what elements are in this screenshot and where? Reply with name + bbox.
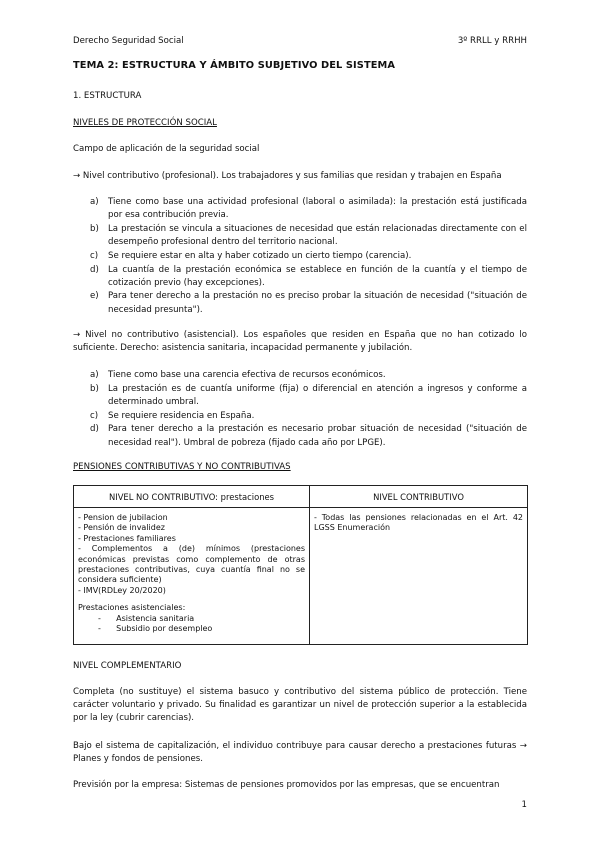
page-title: TEMA 2: ESTRUCTURA Y ÁMBITO SUBJETIVO DEL SISTEMA xyxy=(73,60,396,71)
section-heading: 1. ESTRUCTURA xyxy=(73,91,142,101)
niveles-heading: NIVELES DE PROTECCIÓN SOCIAL xyxy=(73,118,217,128)
table-line: - Pensión de invalidez xyxy=(78,523,165,533)
table-line: - Pension de jubilacion xyxy=(78,513,168,522)
contributivo-list xyxy=(73,196,527,317)
contributivo-intro: → Nivel contributivo (profesional). Los trabajadores y sus familias que residan y trabajen en España xyxy=(73,171,502,181)
no-contributivo-intro: → Nivel no contributivo (asistencial). Los españoles que residen en España que no han cotizado lo suficiente. Derecho: asistencia sanitaria, incapacidad permanente y jubilación. xyxy=(73,330,527,354)
header-left: Derecho Seguridad Social xyxy=(73,36,184,46)
list-text: La cuantía de la prestación económica se establece en función de la cuantía y el tiempo de cotización previo (hay excepciones). xyxy=(108,264,527,288)
list-item xyxy=(73,223,527,249)
asistenciales-label: Prestaciones asistenciales: xyxy=(78,603,186,613)
list-marker: c) xyxy=(90,250,99,261)
page-number: 1 xyxy=(521,800,527,810)
list-marker: e) xyxy=(90,291,99,302)
list-item xyxy=(73,264,527,290)
list-item xyxy=(73,196,527,222)
asistenciales-item: - Subsidio por desempleo xyxy=(98,624,213,634)
table-header-contributivo: NIVEL CONTRIBUTIVO xyxy=(310,486,528,508)
table-cell-contributivo: - Todas las pensiones relacionadas en el Art. 42 LGSS Enumeración xyxy=(310,508,528,645)
table-header-no-contributivo: NIVEL NO CONTRIBUTIVO: prestaciones xyxy=(74,486,310,508)
list-text: Para tener derecho a la prestación es necesario probar situación de necesidad ("situación de necesidad real"). Umbral de pobreza (fijado cada año por LPGE). xyxy=(108,424,527,448)
list-text: Se requiere estar en alta y haber cotizado un cierto tiempo (carencia). xyxy=(108,250,412,261)
list-item xyxy=(73,369,527,382)
list-text: Para tener derecho a la prestación no es preciso probar la situación de necesidad ("situación de necesidad presunta"). xyxy=(108,291,527,315)
pensiones-table xyxy=(73,485,528,645)
list-marker: d) xyxy=(90,264,99,275)
pensiones-heading: PENSIONES CONTRIBUTIVAS Y NO CONTRIBUTIVAS xyxy=(73,462,291,472)
complementario-heading: NIVEL COMPLEMENTARIO xyxy=(73,661,182,671)
list-marker: c) xyxy=(90,410,99,421)
table-cell-no-contributivo xyxy=(74,508,310,645)
list-marker: b) xyxy=(90,383,99,394)
list-item xyxy=(73,423,527,449)
table-line: - IMV(RDLey 20/2020) xyxy=(78,585,166,595)
list-item xyxy=(73,250,527,263)
complementario-paragraph-1: Completa (no sustituye) el sistema basuco y contributivo del sistema público de protección. Tiene carácter voluntario y privado. Su finalidad es garantizar un nivel de protección superior a la establecida por la ley (cubrir carencias). xyxy=(73,687,527,724)
campo-text: Campo de aplicación de la seguridad social xyxy=(73,144,260,154)
list-item xyxy=(73,410,527,423)
list-item xyxy=(73,290,527,316)
list-text: Tiene como base una carencia efectiva de recursos económicos. xyxy=(108,370,386,380)
table-line: - Prestaciones familiares xyxy=(78,533,176,543)
list-marker: a) xyxy=(90,197,99,207)
table-line: - Complementos a (de) mínimos (prestaciones económicas previstas como complemento de otras prestaciones contributivas, cuya cuantía final no se considera suficiente) xyxy=(78,544,305,585)
list-text: Se requiere residencia en España. xyxy=(108,410,255,421)
complementario-paragraph-2: Bajo el sistema de capitalización, el individuo contribuye para causar derecho a prestaciones futuras → Planes y fondos de pensiones. xyxy=(73,741,527,765)
complementario-paragraph-3: Previsión por la empresa: Sistemas de pensiones promovidos por las empresas, que se encuentran xyxy=(73,780,500,790)
list-item xyxy=(73,383,527,409)
no-contributivo-list xyxy=(73,369,527,450)
list-text: La prestación es de cuantía uniforme (fija) o diferencial en atención a ingresos y conforme a determinado umbral. xyxy=(108,383,527,407)
asistenciales-item: - Asistencia sanitaria xyxy=(98,613,195,623)
header-right: 3º RRLL y RRHH xyxy=(457,36,527,46)
list-marker: d) xyxy=(90,424,99,435)
list-text: Tiene como base una actividad profesional (laboral o asimilada): la prestación está justificada por esa contribución previa. xyxy=(108,197,527,221)
list-marker: a) xyxy=(90,370,99,380)
list-marker: b) xyxy=(90,223,99,234)
list-text: La prestación se vincula a situaciones de necesidad que están relacionadas directamente con el desempeño profesional dentro del territorio nacional. xyxy=(108,223,527,248)
